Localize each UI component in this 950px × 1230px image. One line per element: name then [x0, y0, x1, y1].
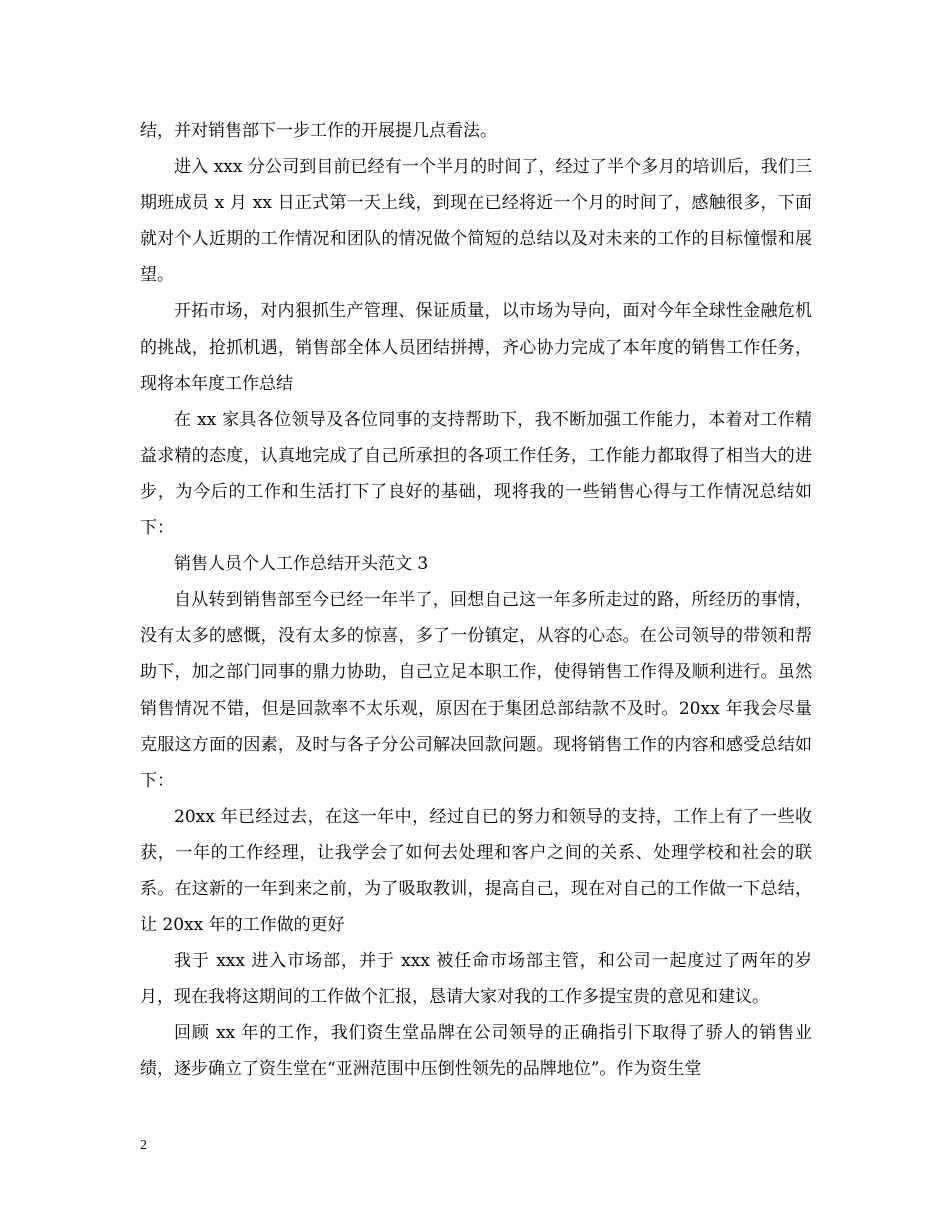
page-number: 2 — [140, 1138, 147, 1153]
paragraph: 20xx 年已经过去，在这一年中，经过自已的努力和领导的支持，工作上有了一些收获，一年的工作经理，让我学会了如何去处理和客户之间的关系、处理学校和社会的联系。在这新的一年到来之前，为了吸取教训，提高自己，现在对自己的工作做一下总结，让 20xx 年的工作做的更好 — [140, 806, 812, 936]
paragraph: 结，并对销售部下一步工作的开展提几点看法。 — [140, 121, 497, 141]
paragraph: 进入 xxx 分公司到目前已经有一个半月的时间了，经过了半个多月的培训后，我们三期班成员 x 月 xx 日正式第一天上线，到现在已经将近一个月的时间了，感触很多，下面就对个人近期的工作情况和团队的情况做个简短的总结以及对未来的工作的目标憧憬和展望。 — [140, 157, 812, 286]
paragraph: 回顾 xx 年的工作，我们资生堂品牌在公司领导的正确指引下取得了骄人的销售业绩，逐步确立了资生堂在“亚洲范围中压倒性领先的品牌地位”。作为资生堂 — [140, 1023, 812, 1080]
paragraph: 我于 xxx 进入市场部，并于 xxx 被任命市场部主管，和公司一起度过了两年的岁月，现在我将这期间的工作做个汇报，恳请大家对我的工作多提宝贵的意见和建议。 — [140, 951, 812, 1008]
paragraph: 开拓市场，对内狠抓生产管理、保证质量，以市场为导向，面对今年全球性金融危机的挑战，抢抓机遇，销售部全体人员团结拼搏，齐心协力完成了本年度的销售工作任务，现将本年度工作总结 — [140, 301, 812, 394]
paragraph: 自从转到销售部至今已经一年半了，回想自己这一年多所走过的路，所经历的事情，没有太多的感慨，没有太多的惊喜，多了一份镇定，从容的心态。在公司领导的带领和帮助下，加之部门同事的鼎力协助，自己立足本职工作，使得销售工作得及顺利进行。虽然销售情况不错，但是回款率不太乐观，原因在于集团总部结款不及时。20xx 年我会尽量克服这方面的因素，及时与各子分公司解决回款问题。现将销售工作的内容和感受总结如下： — [140, 590, 812, 791]
section-heading: 销售人员个人工作总结开头范文 3 — [174, 554, 429, 575]
paragraph: 在 xx 家具各位领导及各位同事的支持帮助下，我不断加强工作能力，本着对工作精益求精的态度，认真地完成了自己所承担的各项工作任务，工作能力都取得了相当大的进步，为今后的工作和生活打下了良好的基础，现将我的一些销售心得与工作情况总结如下： — [140, 409, 812, 539]
document-body — [140, 113, 812, 1088]
